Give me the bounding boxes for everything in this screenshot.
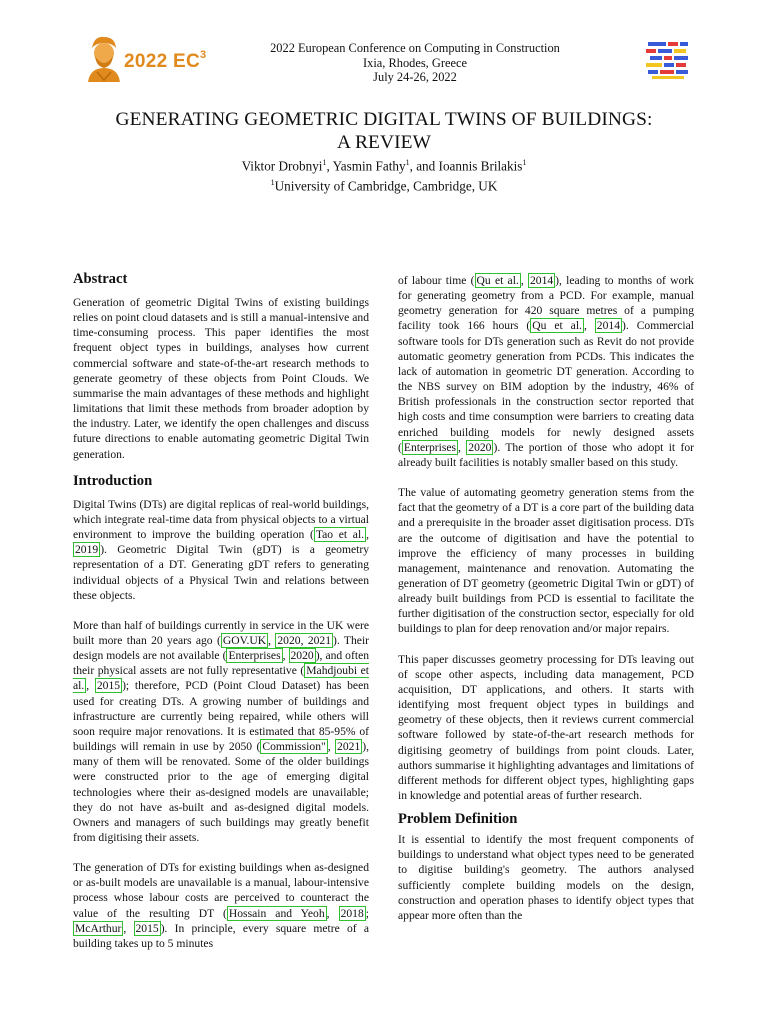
text-run: ), leading to months of work for generating geometry from a PCD. For example, manual geometry generation for 420 square metres of a pumping facility took 166 hours ( [398,274,694,333]
author-block [40,155,728,195]
citation-link[interactable]: Hossain and Yeoh [228,906,325,920]
affiliation-mark: 1 [405,158,410,167]
paper-title [40,109,728,154]
citation-link[interactable]: 2018 [340,906,364,920]
philosopher-bust-icon [82,34,126,84]
affiliation-mark: 1 [322,158,327,167]
conference-location: Ixia, Rhodes, Greece [363,55,467,70]
citation-link[interactable]: 2021 [337,740,361,754]
text-run: ); therefore, PCD (Point Cloud Dataset) has been used for creating DTs. A growing number of buildings and infrastructure are currently being repaired, while others will soon require major renovations. It is estimated that 85-95% of buildings will remain in use by 2050 ( [73,679,370,754]
affiliation [40,175,728,195]
problem-definition-text: It is essential to identify the most frequent components of buildings to understand what object types need to be generated to digitise building's geometry. The authors analysed sufficiently complete building models on the design, construction and operation phases to identify object types that appear more often than the [398,833,694,922]
citation-link[interactable]: 2014 [596,319,620,333]
introduction-heading: Introduction [73,472,153,489]
citation-link[interactable]: McArthur [75,921,122,935]
intro-paragraph-3: The generation of DTs for existing buildings when as-designed or as-built models are unavailable is a manual, labour-intensive process whose labour costs are perceived to counteract the value of the resulting DT ( Hossain and Yeoh , 2018 ; McArthur , 2015 ). In principle, every square metre of a building takes up to 5 minutes [73,861,369,950]
citation-link[interactable]: Commission" [262,740,326,754]
logo-text-main: 2022 EC [124,51,201,72]
citation-link[interactable]: 2020 [290,649,314,663]
citation-link[interactable]: GOV.UK [222,633,267,647]
conference-info [250,41,580,85]
right-paragraph-1: of labour time ( Qu et al. , 2014 ), leading to months of work for generating geometry from a PCD. For example, manual geometry generation for 420 square metres of a pumping facility took 166 hours ( Qu et al. , 2014 ). Commercial software tools for DTs generation such as Revit do not provide automatic geometry generation from PCDs. This indicates the lack of automation in geometric DT generation. According to the NBS survey on BIM adoption by the industry, 46% of British professionals in the construction sector reported that high costs and time consumption were barriers to creating data enriched building models for newly designed assets ( Enterprises , 2020 ). The portion of those who adopt it for already built facilities is notably smaller based on this study. [398,274,694,469]
text-run: ). Geometric Digital Twin (gDT) is a geometry representation of a DT. Generating gDT refers to generating individual objects of a Physical Twin and relations between these objects. [73,543,369,602]
author-name: Viktor Drobnyi [241,158,323,174]
author-name: Yasmin Fathy [332,158,406,174]
text-run: Digital Twins (DTs) are digital replicas of real-world buildings, which integrate real-time data from physical objects to a virtual environment to improve the building operation ( [73,497,369,542]
text-run: ). Their design models are not available ( [73,633,370,663]
citation-link[interactable]: Mahdjoubi et al. [73,664,369,693]
title-line-1: GENERATING GEOMETRIC DIGITAL TWINS OF BUILDINGS: [115,109,653,130]
citation-link[interactable]: 2015 [135,921,159,935]
intro-paragraph-2: More than half of buildings currently in service in the UK were built more than 20 years ago ( GOV.UK , 2020, 2021 ). Their design models are not available ( Enterprises , 2020 ), and often their physical assets are not fully representative ( Mahdjoubi et al. , 2015 ); therefore, PCD (Point Cloud Dataset) has been used for creating DTs. A growing number of buildings and infrastructure are currently being repaired, while others will soon require major renovations. It is estimated that 85-95% of buildings will remain in use by 2050 ( Commission" , 2021 ), many of them will be renovated. Some of the older buildings were constructed prior to the age of emerging digital technologies where their as-designed models are unavailable; they do not have as-built and as-designed digital models. Owners and managers of such buildings may greatly benefit from digitising their assets. [73,618,370,844]
affiliation-text: University of Cambridge, Cambridge, UK [274,178,498,194]
citation-link[interactable]: Qu et al. [476,274,519,287]
text-run: ). In principle, every square metre of a building takes up to 5 minutes [73,921,369,950]
text-run: ). The portion of those who adopt it for already built facilities is notably smaller based on this study. [398,440,694,469]
logo-text-sup: 3 [200,49,207,61]
ec3-block-logo-icon [646,42,690,80]
citation-link[interactable]: Tao et al. [315,528,365,542]
citation-link[interactable]: 2020 [468,440,492,454]
problem-definition-heading: Problem Definition [398,811,518,828]
text-run: ). Commercial software tools for DTs generation such as Revit do not provide automatic geometry generation from PCDs. This indicates the lack of automation in geometric DT generation. According to the NBS survey on BIM adoption by the industry, 46% of British professionals in the construction sector reported that high costs and time consumption were barriers to creating data enriched building models for newly designed assets ( [398,319,694,454]
citation-link[interactable]: Enterprises [403,440,457,454]
affiliation-mark: 1 [270,177,275,187]
abstract-text: Generation of geometric Digital Twins of existing buildings relies on point cloud datasets and is still a manual-intensive and time-consuming process. This paper identifies the most frequent object types in buildings, analyses how current commercial software and state-of-the-art research methods to generate geometry of these objects from Point Clouds. We summarise the main advantages of these methods and highlight limitations that limit these methods from broader adoption by the industry. Later, we identify the open challenges and discuss future directions to enable automating geometric Digital Twin generation. [73,296,369,461]
left-column [73,270,369,951]
affiliation-mark: 1 [522,158,527,167]
author-list: Viktor Drobnyi$^1$, Yasmin Fathy$^1$, and Ioannis Brilakis$^1$ [241,158,527,174]
title-line-2: A REVIEW [337,131,431,153]
citation-link[interactable]: 2020, 2021 [277,633,332,647]
citation-link[interactable]: 2019 [75,543,99,557]
text-run: More than half of buildings currently in service in the UK were built more than 20 years ago ( [73,618,369,647]
right-paragraph-3: This paper discusses geometry processing for DTs leaving out of scope other aspects, including data management, PCD acquisition, DT applications, and others. It starts with identifying most frequent object types in buildings and geometry of these objects, then it reviews current commercial software followed by state-of-the-art research methods for digitising geometry of buildings from point clouds. Later, authors summarise it highlighting advantages and limitations of different methods for different object types, highlighting gaps in knowledge and potential areas of further research. [398,652,694,802]
abstract-heading: Abstract [73,271,128,287]
logo-text [124,51,206,73]
text-run: of labour time ( [398,274,475,287]
citation-link[interactable]: Qu et al. [532,319,582,333]
text-run: ), and often their physical assets are not fully representative ( [73,649,370,678]
intro-paragraph-1: Digital Twins (DTs) are digital replicas of real-world buildings, which integrate real-time data from physical objects to a virtual environment to improve the building operation ( Tao et al. , 2019 ). Geometric Digital Twin (gDT) is a geometry representation of a DT. Generating gDT refers to generating individual objects of a Physical Twin and relations between these objects. [73,497,369,602]
conference-name: 2022 European Conference on Computing in Construction [270,41,560,55]
text-run: The generation of DTs for existing buildings when as-designed or as-built models are unavailable is a manual, labour-intensive process whose labour costs are perceived to counteract the value of the resulting DT ( [73,861,369,920]
right-column [398,273,694,923]
text-run: ), many of them will be renovated. Some of the older buildings were constructed prior to the age of emerging digital technologies where their as-designed models are unavailable; they do not have as-built and as-designed digital models. Owners and managers of such buildings may greatly benefit from digitising their assets. [73,740,369,844]
citation-link[interactable]: Enterprises [228,649,281,663]
citation-link[interactable]: 2015 [96,679,121,693]
author-name: Ioannis Brilakis [438,158,523,174]
right-paragraph-2: The value of automating geometry generation stems from the fact that the geometry of a DT is a core part of the building data and a prerequisite in the broader asset digitisation process. DTs are the outcome of digitisation and have the potential to improve the efficiency of many processes in building management, maintenance and renovation. Automating the generation of DT geometry (geometric Digital Twin or gDT) of already built buildings from PCD is essential to facilitate the further digitisation of the construction sector, especially for old buildings to plan for deep renovation and/or major repairs. [398,486,694,636]
conference-dates: July 24-26, 2022 [373,70,457,85]
citation-link[interactable]: 2014 [529,274,554,287]
